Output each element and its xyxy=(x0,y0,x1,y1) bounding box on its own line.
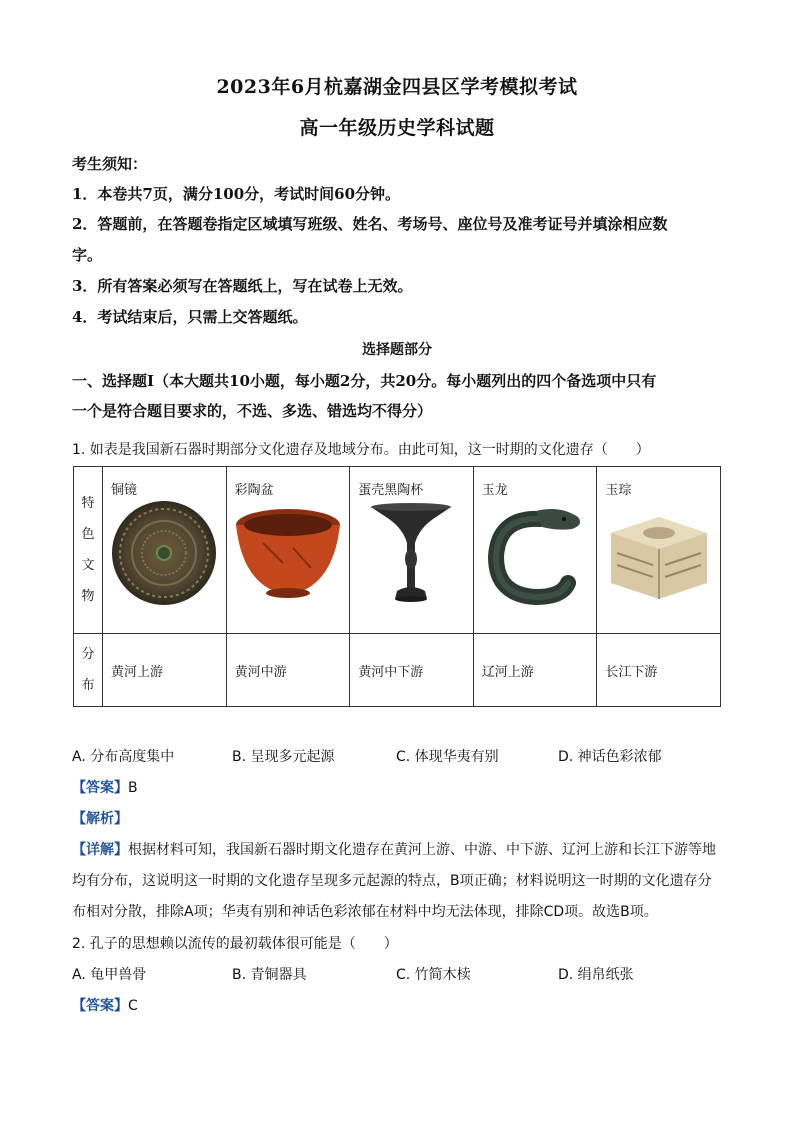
artifact-cell xyxy=(226,467,350,634)
distribution-cell: 辽河上游 xyxy=(473,634,597,707)
artifact-name: 铜镜 xyxy=(111,483,138,498)
answer-value: C xyxy=(128,998,138,1014)
eggshell-black-pottery-cup-image xyxy=(361,499,461,607)
answer-label: 【答案】 xyxy=(72,780,128,796)
notice-item: 3．所有答案必须写在答题纸上，写在试卷上无效。 xyxy=(72,277,413,295)
answer-line xyxy=(72,777,138,797)
artifact-name: 玉琮 xyxy=(605,483,632,498)
detail-line: 布相对分散，排除A项；华夷有别和神话色彩浓郁在材料中均无法体现，排除CD项。故选B项。 xyxy=(72,904,658,920)
exam-title: 2023年6月杭嘉湖金四县区学考模拟考试 xyxy=(216,76,578,98)
notice-item: 字。 xyxy=(72,246,103,264)
detail-label: 【详解】 xyxy=(72,842,128,858)
artifact-cell xyxy=(103,467,227,634)
option-a: A. 龟甲兽骨 xyxy=(72,967,147,983)
option-d: D. 神话色彩浓郁 xyxy=(558,749,662,765)
relics-table xyxy=(73,466,721,707)
notice-item: 4．考试结束后，只需上交答题纸。 xyxy=(72,308,308,326)
exam-subtitle: 高一年级历史学科试题 xyxy=(299,117,495,139)
distribution-cell: 长江下游 xyxy=(597,634,721,707)
answer-label: 【答案】 xyxy=(72,998,128,1014)
answer-value: B xyxy=(128,780,138,796)
option-b: B. 青铜器具 xyxy=(232,967,307,983)
row-header-distribution: 分 布 xyxy=(74,634,103,707)
artifact-name: 彩陶盆 xyxy=(234,483,274,498)
section-instruction: 一个是符合题目要求的，不选、多选、错选均不得分） xyxy=(72,402,433,420)
notice-heading: 考生须知： xyxy=(72,155,148,173)
distribution-cell: 黄河中游 xyxy=(226,634,350,707)
notice-item: 1．本卷共7页，满分100分，考试时间60分钟。 xyxy=(72,185,401,203)
artifact-cell xyxy=(473,467,597,634)
artifact-cell xyxy=(350,467,474,634)
section-instruction: 一、选择题Ⅰ（本大题共10小题，每小题2分，共20分。每小题列出的四个备选项中只有 xyxy=(72,372,657,390)
artifact-cell xyxy=(597,467,721,634)
bronze-mirror-image xyxy=(110,499,218,607)
option-c: C. 竹简木椟 xyxy=(396,967,471,983)
distribution-cell: 黄河上游 xyxy=(103,634,227,707)
detail-line: 均有分布，这说明这一时期的文化遗存呈现多元起源的特点，B项正确；材料说明这一时期的文化遗存分 xyxy=(72,873,712,889)
jade-dragon-image xyxy=(480,499,590,607)
painted-pottery-basin-image xyxy=(233,503,343,603)
question-2-stem: 2. 孔子的思想赖以流传的最初载体很可能是（ ） xyxy=(72,936,398,952)
jade-cong-image xyxy=(603,503,715,603)
distribution-cell: 黄河中下游 xyxy=(350,634,474,707)
artifact-name: 玉龙 xyxy=(481,483,508,498)
option-c: C. 体现华夷有别 xyxy=(396,749,499,765)
answer-line xyxy=(72,995,138,1015)
section-title: 选择题部分 xyxy=(362,342,432,358)
analysis-label: 【解析】 xyxy=(72,811,128,827)
option-b: B. 呈现多元起源 xyxy=(232,749,335,765)
detail-line: 【详解】根据材料可知，我国新石器时期文化遗存在黄河上游、中游、中下游、辽河上游和长江下游等地 xyxy=(72,842,716,858)
option-a: A. 分布高度集中 xyxy=(72,749,175,765)
question-1-stem: 1. 如表是我国新石器时期部分文化遗存及地域分布。由此可知，这一时期的文化遗存（ ） xyxy=(72,442,650,458)
artifact-name: 蛋壳黑陶杯 xyxy=(358,483,424,498)
row-header-artifacts: 特 色 文 物 xyxy=(74,467,103,634)
option-d: D. 绢帛纸张 xyxy=(558,967,634,983)
notice-item: 2．答题前，在答题卷指定区域填写班级、姓名、考场号、座位号及准考证号并填涂相应数 xyxy=(72,215,668,233)
